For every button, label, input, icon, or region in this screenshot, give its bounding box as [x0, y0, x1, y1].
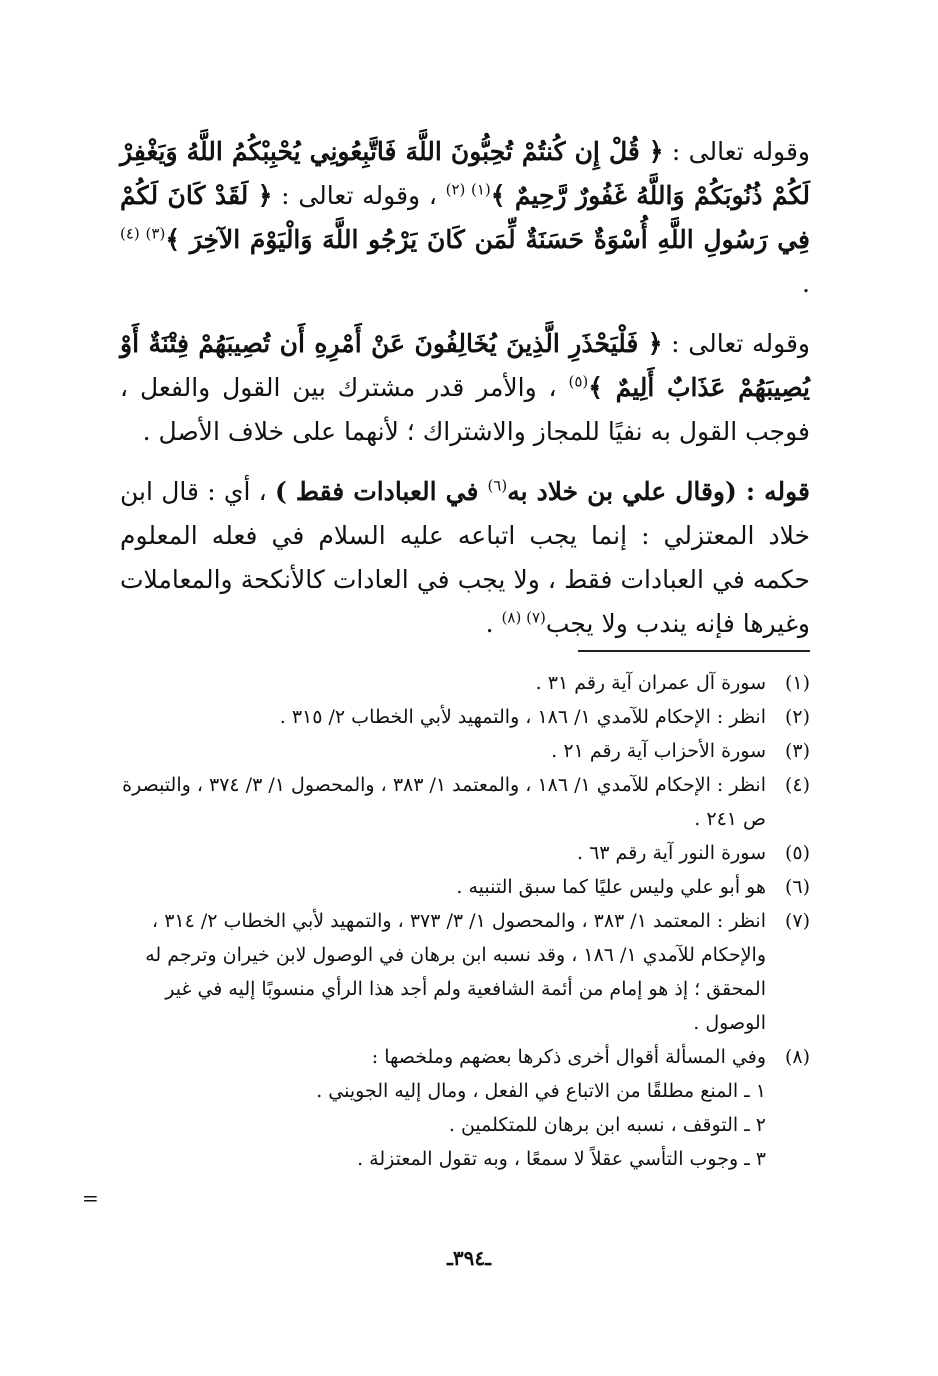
footnote-8-item: ٣ ـ وجوب التأسي عقلاً لا سمعًا ، وبه تقول المعتزلة .	[357, 1148, 766, 1170]
quran-verse: ﴿ لَقَدْ كَانَ لَكُمْ فِي رَسُولِ اللَّهِ أُسْوَةٌ حَسَنَةٌ لِّمَن كَانَ يَرْجُو اللَّهَ وَالْيَوْمَ الآخِرَ ﴾	[120, 181, 810, 254]
continuation-mark: =	[82, 1186, 99, 1210]
footnote-6: (٦) هو أبو علي وليس عليًا كما سبق التنبيه .	[456, 876, 810, 898]
footnote-8-item: ١ ـ المنع مطلقًا من الاتباع في الفعل ، ومال إليه الجويني .	[316, 1080, 766, 1102]
footnote-ref: (٥)	[568, 372, 589, 391]
matn-quote: في العبادات فقط )	[275, 477, 488, 506]
footnote-1: (١) سورة آل عمران آية رقم ٣١ .	[535, 672, 810, 694]
paragraph-3: قوله : (وقال علي بن خلاد به$^{(٦)}$ في العبادات فقط ) ، أي : قال ابن خلاد المعتزلي : إنما يجب اتباعه عليه السلام في فعله المعلوم حكمه في العبادات فقط ، ولا يجب في العادات كالأنكحة والمعاملات وغيرها فإنه يندب ولا يجب$^{(٧) (٨)}$ .	[120, 476, 810, 638]
footnote-separator	[578, 650, 810, 652]
page-number: ـ٣٩٤ـ	[447, 1246, 491, 1270]
footnote-4: (٤) انظر : الإحكام للآمدي ١/ ١٨٦ ، والمعتمد ١/ ٣٨٣ ، والمحصول ١/ ٣/ ٣٧٤ ، والتبصرة ص ٢٤١ .	[122, 774, 810, 830]
matn-quote: قوله : (وقال علي بن خلاد به	[507, 477, 810, 506]
footnote-5: (٥) سورة النور آية رقم ٦٣ .	[577, 842, 810, 864]
footnote-2: (٢) انظر : الإحكام للآمدي ١/ ١٨٦ ، والتمهيد لأبي الخطاب ٢/ ٣١٥ .	[279, 706, 810, 728]
footnotes	[120, 666, 810, 1176]
main-text	[120, 130, 810, 662]
footnote-ref: (٣) (٤)	[120, 224, 166, 243]
quran-verse: ﴿ فَلْيَحْذَرِ الَّذِينَ يُخَالِفُونَ عَنْ أَمْرِهِ أَن تُصِيبَهُمْ فِتْنَةٌ أَوْ يُصِيبَهُمْ عَذَابٌ أَلِيمٌ ﴾	[120, 329, 810, 402]
footnote-8-intro: وفي المسألة أقوال أخرى ذكرها بعضهم وملخصها :	[371, 1046, 766, 1068]
footnote-ref: (٧) (٨)	[501, 608, 546, 627]
footnote-8: (٨) وفي المسألة أقوال أخرى ذكرها بعضهم وملخصها : ١ ـ المنع مطلقًا من الاتباع في الفعل ، ومال إليه الجويني . ٢ ـ التوقف ، نسبه ابن برهان للمتكلمين . ٣ ـ وجوب التأسي عقلاً لا سمعًا ، وبه تقول المعتزلة .	[120, 1040, 810, 1176]
quran-verse: ﴿ قُلْ إِن كُنتُمْ تُحِبُّونَ اللَّهَ فَاتَّبِعُونِي يُحْبِبْكُمُ اللَّهُ وَيَغْفِرْ لَكُمْ ذُنُوبَكُمْ وَاللَّهُ غَفُورٌ رَّحِيمٌ ﴾	[120, 137, 811, 210]
footnote-ref: (١) (٢)	[445, 180, 491, 199]
footnote-7: (٧) انظر : المعتمد ١/ ٣٨٣ ، والمحصول ١/ ٣/ ٣٧٣ ، والتمهيد لأبي الخطاب ٢/ ٣١٤ ، والإحكام للآمدي ١/ ١٨٦ ، وقد نسبه ابن برهان في الوصول لابن خيران وترجم له المحقق ؛ إذ هو إمام من أئمة الشافعية ولم أجد هذا الرأي منسوبًا إليه في غير الوصول .	[145, 910, 810, 1034]
footnote-3: (٣) سورة الأحزاب آية رقم ٢١ .	[551, 740, 810, 762]
footnote-8-item: ٢ ـ التوقف ، نسبه ابن برهان للمتكلمين .	[448, 1114, 766, 1136]
paragraph-1: وقوله تعالى : ﴿ قُلْ إِن كُنتُمْ تُحِبُّونَ اللَّهَ فَاتَّبِعُونِي يُحْبِبْكُمُ اللَّهُ وَيَغْفِرْ لَكُمْ ذُنُوبَكُمْ وَاللَّهُ غَفُورٌ رَّحِيمٌ ﴾$^{(١) (٢)}$ ، وقوله تعالى : ﴿ لَقَدْ كَانَ لَكُمْ فِي رَسُولِ اللَّهِ أُسْوَةٌ حَسَنَةٌ لِّمَن كَانَ يَرْجُو اللَّهَ وَالْيَوْمَ الآخِرَ ﴾$^{(٣) (٤)}$ .	[120, 137, 811, 298]
footnote-ref: (٦)	[487, 476, 508, 495]
paragraph-2: وقوله تعالى : ﴿ فَلْيَحْذَرِ الَّذِينَ يُخَالِفُونَ عَنْ أَمْرِهِ أَن تُصِيبَهُمْ فِتْنَةٌ أَوْ يُصِيبَهُمْ عَذَابٌ أَلِيمٌ ﴾$^{(٥)}$ ، والأمر قدر مشترك بين القول والفعل ، فوجب القول به نفيًا للمجاز والاشتراك ؛ لأنهما على خلاف الأصل .	[120, 329, 811, 446]
